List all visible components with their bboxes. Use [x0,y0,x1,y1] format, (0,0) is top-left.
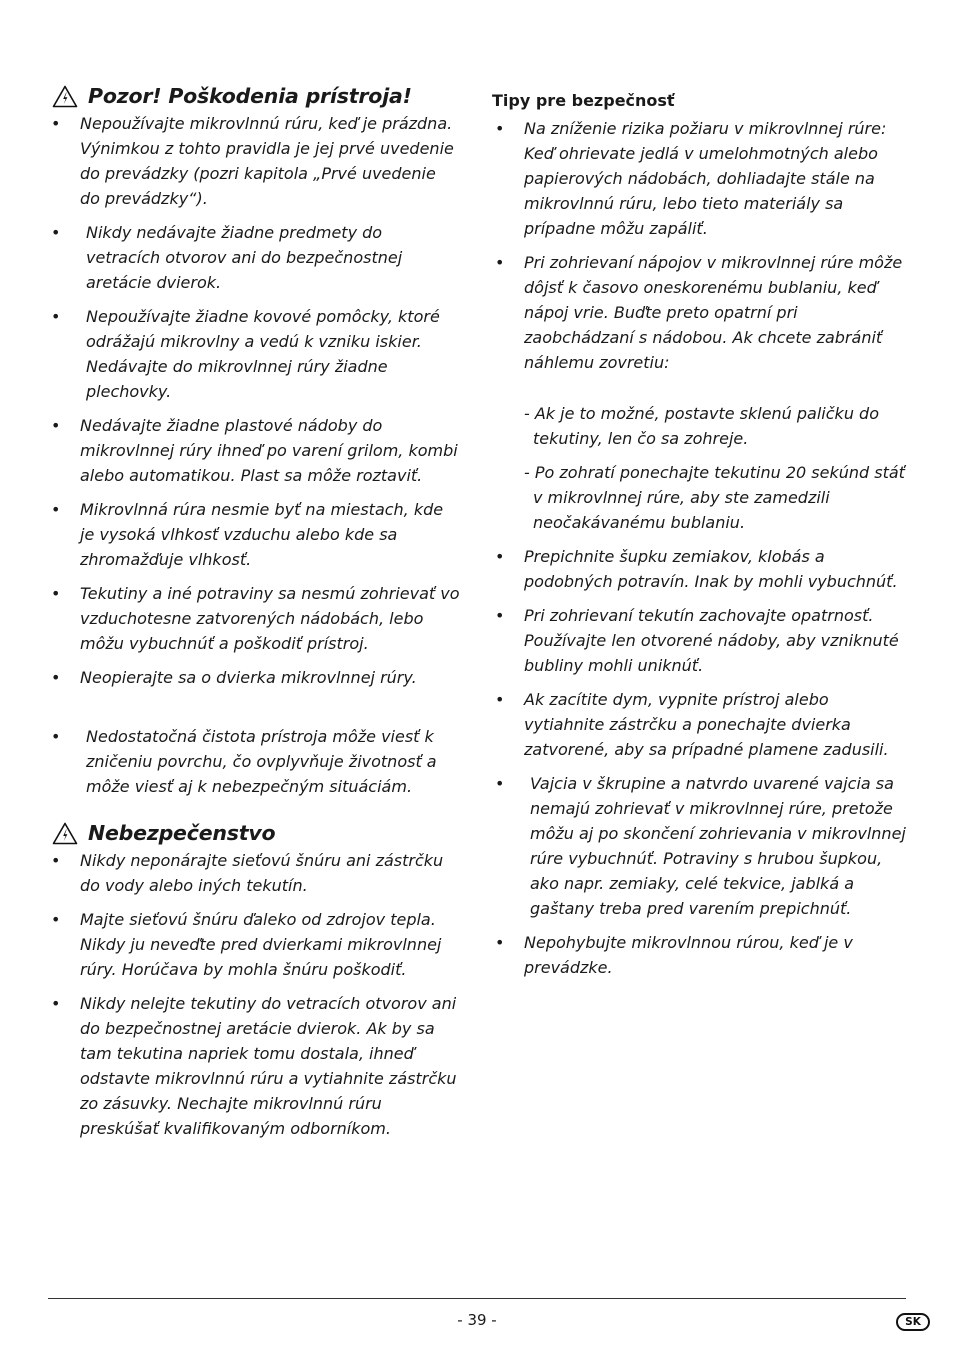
heading-device-damage [48,84,460,108]
heading-danger-text: Nebezpečenstvo [88,821,276,845]
danger-list [48,848,460,1141]
safety-tips-list-continued [492,544,906,980]
list-item: • Nedávajte žiadne plastové nádoby do mikrovlnnej rúry ihneď po varení grilom, kombi alebo automatikou. Plast sa môže roztaviť. [51,416,458,485]
list-item: • Mikrovlnná rúra nesmie byť na miestach, kde je vysoká vlhkosť vzduchu alebo kde sa zhromažďuje vlhkosť. [51,500,444,569]
list-item: • Majte sieťovú šnúru ďaleko od zdrojov tepla. Nikdy ju neveďte pred dvierkami mikrovlnnej rúry. Horúčava by mohla šnúru poškodiť. [51,910,442,979]
right-column [492,84,906,989]
list-item: • Ak zacítite dym, vypnite prístroj alebo vytiahnite zástrčku a ponechajte dvierka zatvorené, aby sa prípadné plamene zadusili. [495,690,889,759]
language-badge: SK [896,1313,930,1331]
list-item: • Pri zohrievaní tekutín zachovajte opatrnosť. Používajte len otvorené nádoby, aby vzniknuté bubliny mohli uniknúť. [495,606,899,675]
list-item: • Na zníženie rizika požiaru v mikrovlnnej rúre: Keď ohrievate jedlá v umelohmotných alebo papierových nádobách, dohliadajte stále na mikrovlnnú rúru, lebo tieto materiály sa prípadne môžu zapáliť. [495,119,887,238]
list-item: • Vajcia v škrupine a natvrdo uvarené vajcia sa nemajú zohrievať v mikrovlnnej rúre, pretože môžu aj po skončení zohrievania v mikrovlnnej rúre vybuchnúť. Potraviny s hrubou šupkou, ako napr. zemiaky, celé tekvice, jablká a gaštany treba pred varením prepichnúť. [495,774,906,918]
list-item: • Nepoužívajte žiadne kovové pomôcky, ktoré odrážajú mikrovlny a vedú k vzniku iskier. Nedávajte do mikrovlnnej rúry žiadne plechovky. [51,307,440,401]
boiling-tips-sublist [492,401,906,535]
list-item: • Nedostatočná čistota prístroja môže viesť k zničeniu povrchu, čo ovplyvňuje životnosť a môže viesť aj k nebezpečným situáciám. [51,727,437,796]
heading-danger [48,821,460,845]
left-column [48,84,460,1150]
list-item: • Nikdy nedávajte žiadne predmety do vetracích otvorov ani do bezpečnostnej aretácie dvierok. [51,223,403,292]
safety-tips-list [492,116,906,375]
sub-list-item: - Po zohratí ponechajte tekutinu 20 sekúnd stáť v mikrovlnnej rúre, aby ste zamedzili neočakávanému bublaniu. [524,463,905,532]
list-item: • Nikdy nelejte tekutiny do vetracích otvorov ani do bezpečnostnej aretácie dvierok. Ak by sa tam tekutina napriek tomu dostala, ihneď odstavte mikrovlnnú rúru a vytiahnite zástrčku zo zásuvky. Nechajte mikrovlnnú rúru preskúšať kvalifikovaným odborníkom. [51,994,457,1138]
footer-divider [48,1298,906,1299]
warning-triangle-icon [52,85,78,108]
sub-list-item: - Ak je to možné, postavte sklenú paličku do tekutiny, len čo sa zohreje. [524,404,879,448]
list-item: • Neopierajte sa o dvierka mikrovlnnej rúry. [51,668,417,687]
page-number: - 39 - [457,1311,497,1329]
list-item: • Nikdy neponárajte sieťovú šnúru ani zástrčku do vody alebo iných tekutín. [51,851,444,895]
heading-safety-tips: Tipy pre bezpečnosť [492,91,675,110]
heading-device-damage-text: Pozor! Poškodenia prístroja! [88,84,412,108]
list-item: • Prepichnite šupku zemiakov, klobás a podobných potravín. Inak by mohli vybuchnúť. [495,547,898,591]
list-item: • Pri zohrievaní nápojov v mikrovlnnej rúre môže dôjsť k časovo oneskorenému bublaniu, keď nápoj vrie. Buďte preto opatrní pri zaobchádzaní s nádobou. Ak chcete zabrániť náhlemu zovretiu: [495,253,903,372]
list-item: • Tekutiny a iné potraviny sa nesmú zohrievať vo vzduchotesne zatvorených nádobách, lebo môžu vybuchnúť a poškodiť prístroj. [51,584,460,653]
list-item: • Nepoužívajte mikrovlnnú rúru, keď je prázdna. Výnimkou z tohto pravidla je jej prvé uvedenie do prevádzky (pozri kapitola „Prvé uvedenie do prevádzky“). [51,114,454,208]
device-damage-list [48,111,460,799]
list-item: • Nepohybujte mikrovlnnou rúrou, keď je v prevádzke. [495,933,853,977]
warning-triangle-icon [52,822,78,845]
